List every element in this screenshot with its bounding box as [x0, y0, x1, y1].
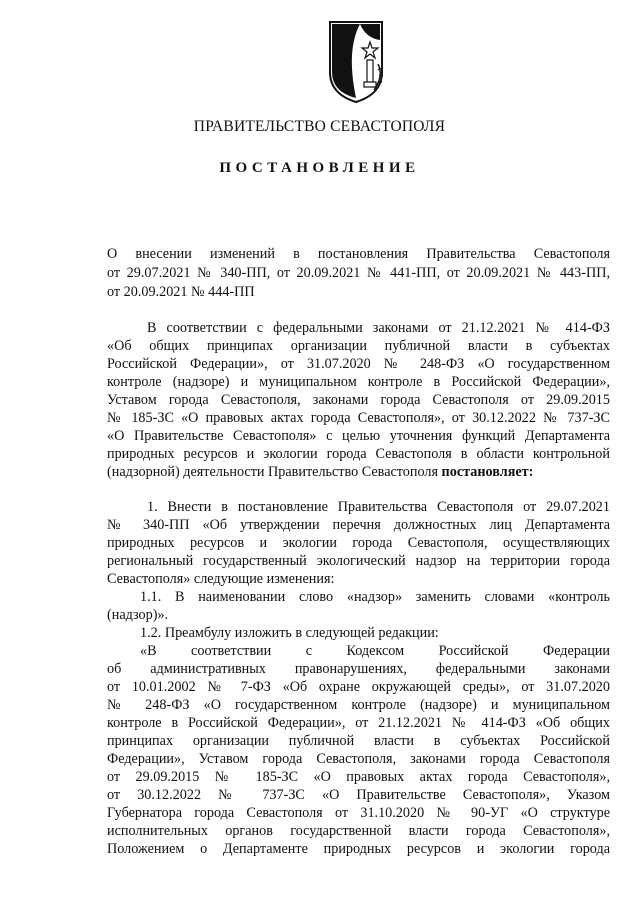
quote-line: «В соответствии с Кодексом Российской Федерации [140, 643, 610, 659]
item-1-line: № 340-ПП «Об утверждении перечня должностных лиц Департамента [107, 517, 610, 533]
preamble-line [107, 463, 610, 481]
item-1-line: региональный государственный экологический надзор на территории города [107, 553, 610, 569]
preamble-line: «О Правительстве Севастополя» с целью уточнения функций Департамента [107, 428, 610, 444]
quote-line: принципах организации публичной власти в субъектах Российской [107, 733, 610, 749]
quote-line: Губернатора города Севастополя от 31.10.2020 № 90-УГ «О структуре [107, 805, 610, 821]
quote-line: от 29.09.2015 № 185-ЗС «О правовых актах города Севастополя», [107, 769, 610, 785]
resolves-keyword: постановляет: [441, 464, 534, 480]
quote-line: об административных правонарушениях, федеральными законами [107, 661, 610, 677]
quote-line: исполнительных органов государственной власти города Севастополя», [107, 823, 610, 839]
preamble-line: Уставом города Севастополя, законами города Севастополя от 29.09.2015 [107, 392, 610, 408]
preamble-line: «Об общих принципах организации публичной власти в субъектах [107, 338, 610, 354]
quote-line: от 30.12.2022 № 737-ЗС «О Правительстве Севастополя», Указом [107, 787, 610, 803]
preamble-text: (надзорной) деятельности Правительство Севастополя [107, 464, 438, 480]
organization-name: ПРАВИТЕЛЬСТВО СЕВАСТОПОЛЯ [193, 118, 446, 135]
preamble-line: контроле (надзоре) и муниципальном контроле в Российской Федерации», [107, 374, 610, 390]
preamble-line: природных ресурсов и экологии города Севастополя в области контрольной [107, 446, 610, 462]
preamble-line: № 185-ЗС «О правовых актах города Севастополя», от 30.12.2022 № 737-ЗС [107, 410, 610, 426]
subject-line: от 20.09.2021 № 444-ПП [107, 284, 255, 300]
subject-line: О внесении изменений в постановления Правительства Севастополя [107, 246, 610, 262]
subject-line: от 29.07.2021 № 340-ПП, от 20.09.2021 № 441-ПП, от 20.09.2021 № 443-ПП, [107, 265, 610, 281]
item-1-1-line: 1.1. В наименовании слово «надзор» заменить словами «контроль [140, 589, 610, 605]
item-1-2-line: 1.2. Преамбулу изложить в следующей редакции: [140, 625, 439, 641]
item-1-line: природных ресурсов и экологии города Севастополя, осуществляющих [107, 535, 610, 551]
quote-line: контроле в Российской Федерации», от 21.12.2021 № 414-ФЗ «Об общих [107, 715, 610, 731]
quote-line: от 10.01.2002 № 7-ФЗ «Об охране окружающей среды», от 31.07.2020 [107, 679, 610, 695]
quote-line: Положением о Департаменте природных ресурсов и экологии города [107, 841, 610, 857]
preamble-line: Российской Федерации», от 31.07.2020 № 248-ФЗ «О государственном [107, 356, 610, 372]
sevastopol-coat-of-arms-emblem [326, 20, 386, 104]
item-1-line: 1. Внести в постановление Правительства Севастополя от 29.07.2021 [147, 499, 610, 515]
quote-line: Федерации», Уставом города Севастополя, законами города Севастополя [107, 751, 610, 767]
quote-line: № 248-ФЗ «О государственном контроле (надзоре) и муниципальном [107, 697, 610, 713]
document-type-title: ПОСТАНОВЛЕНИЕ [219, 160, 420, 176]
item-1-line: Севастополя» следующие изменения: [107, 571, 335, 587]
preamble-line: В соответствии с федеральными законами от 21.12.2021 № 414-ФЗ [147, 320, 610, 336]
item-1-1-line: (надзор)». [107, 607, 169, 623]
